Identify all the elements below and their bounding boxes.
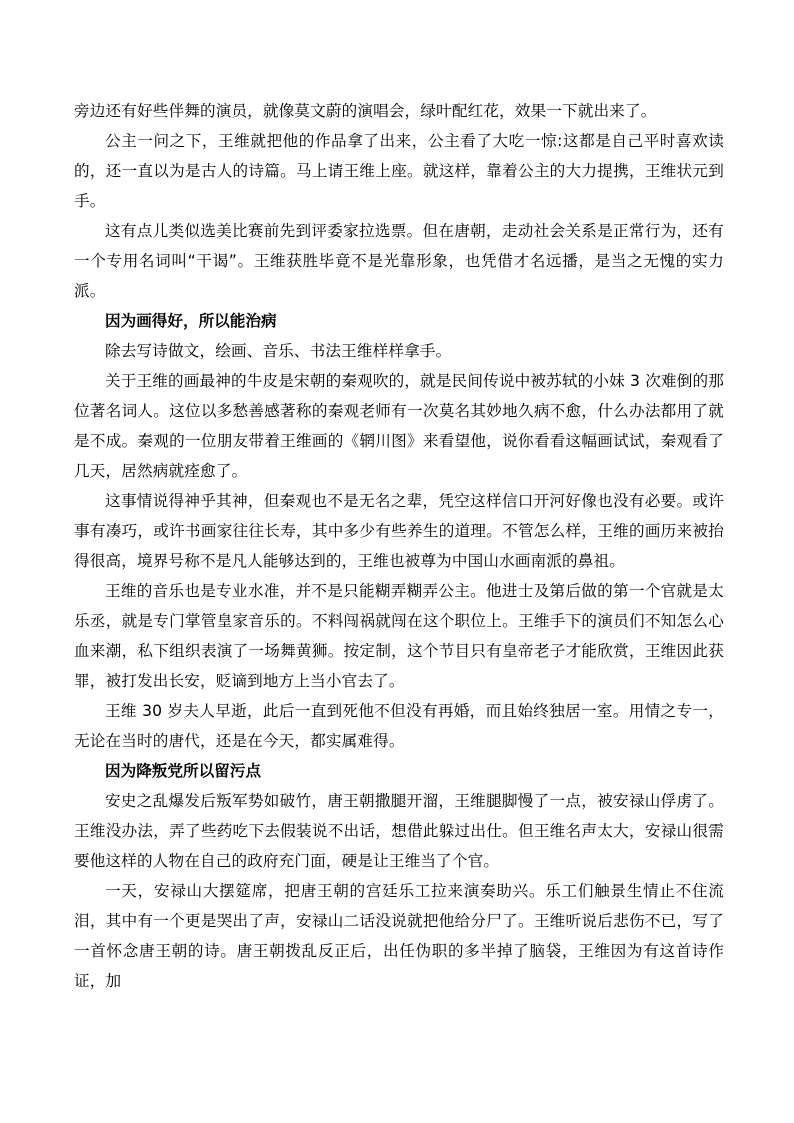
paragraph-6: 这事情说得神乎其神，但秦观也不是无名之辈，凭空这样信口开河好像也没有必要。或许事有凑巧，或许书画家往往长寿，其中多少有些养生的道理。不管怎么样，王维的画历来被抬得很高，境界号称不是凡人能够达到的，王维也被尊为中国山水画南派的鼻祖。 bbox=[74, 492, 724, 570]
paragraph-4: 除去写诗做文，绘画、音乐、书法王维样样拿手。 bbox=[105, 342, 452, 360]
paragraph-9: 安史之乱爆发后叛军势如破竹，唐王朝撒腿开溜，王维腿脚慢了一点，被安禄山俘虏了。王维没办法，弄了些药吃下去假装说不出话，想借此躲过出仕。但王维名声太大，安禄山很需要他这样的人物在自己的政府充门面，硬是让王维当了个官。 bbox=[74, 792, 724, 870]
section-heading-painting: 因为画得好，所以能治病 bbox=[105, 312, 277, 330]
paragraph-7: 王维的音乐也是专业水准，并不是只能糊弄糊弄公主。他进士及第后做的第一个官就是太乐丞，就是专门掌管皇家音乐的。不料闯祸就闯在这个职位上。王维手下的演员们不知怎么心血来潮，私下组织表演了一场舞黄狮。按定制，这个节目只有皇帝老子才能欣赏，王维因此获罪，被打发出长安，贬谪到地方上当小官去了。 bbox=[74, 582, 724, 690]
article-body bbox=[74, 96, 724, 996]
paragraph-3: 这有点儿类似选美比赛前先到评委家拉选票。但在唐朝，走动社会关系是正常行为，还有一个专用名词叫“干谒”。王维获胜毕竟不是光靠形象，也凭借才名远播，是当之无愧的实力派。 bbox=[74, 222, 724, 300]
paragraph-1: 旁边还有好些伴舞的演员，就像莫文蔚的演唱会，绿叶配红花，效果一下就出来了。 bbox=[74, 102, 657, 120]
paragraph-8: 王维 30 岁夫人早逝，此后一直到死他不但没有再婚，而且始终独居一室。用情之专一，无论在当时的唐代，还是在今天，都实属难得。 bbox=[74, 702, 724, 750]
paragraph-2: 公主一问之下，王维就把他的作品拿了出来，公主看了大吃一惊:这都是自己平时喜欢读的，还一直以为是古人的诗篇。马上请王维上座。就这样，靠着公主的大力提携，王维状元到手。 bbox=[74, 132, 724, 210]
paragraph-5: 关于王维的画最神的牛皮是宋朝的秦观吹的，就是民间传说中被苏轼的小妹 3 次难倒的那位著名词人。这位以多愁善感著称的秦观老师有一次莫名其妙地久病不愈，什么办法都用了就是不成。秦观的一位朋友带着王维画的《辋川图》来看望他，说你看看这幅画试试，秦观看了几天，居然病就痊愈了。 bbox=[74, 372, 724, 480]
paragraph-10: 一天，安禄山大摆筵席，把唐王朝的宫廷乐工拉来演奏助兴。乐工们触景生情止不住流泪，其中有一个更是哭出了声，安禄山二话没说就把他给分尸了。王维听说后悲伤不已，写了一首怀念唐王朝的诗。唐王朝拨乱反正后，出任伪职的多半掉了脑袋，王维因为有这首诗作证，加 bbox=[74, 882, 724, 990]
section-heading-rebellion: 因为降叛党所以留污点 bbox=[105, 762, 261, 780]
